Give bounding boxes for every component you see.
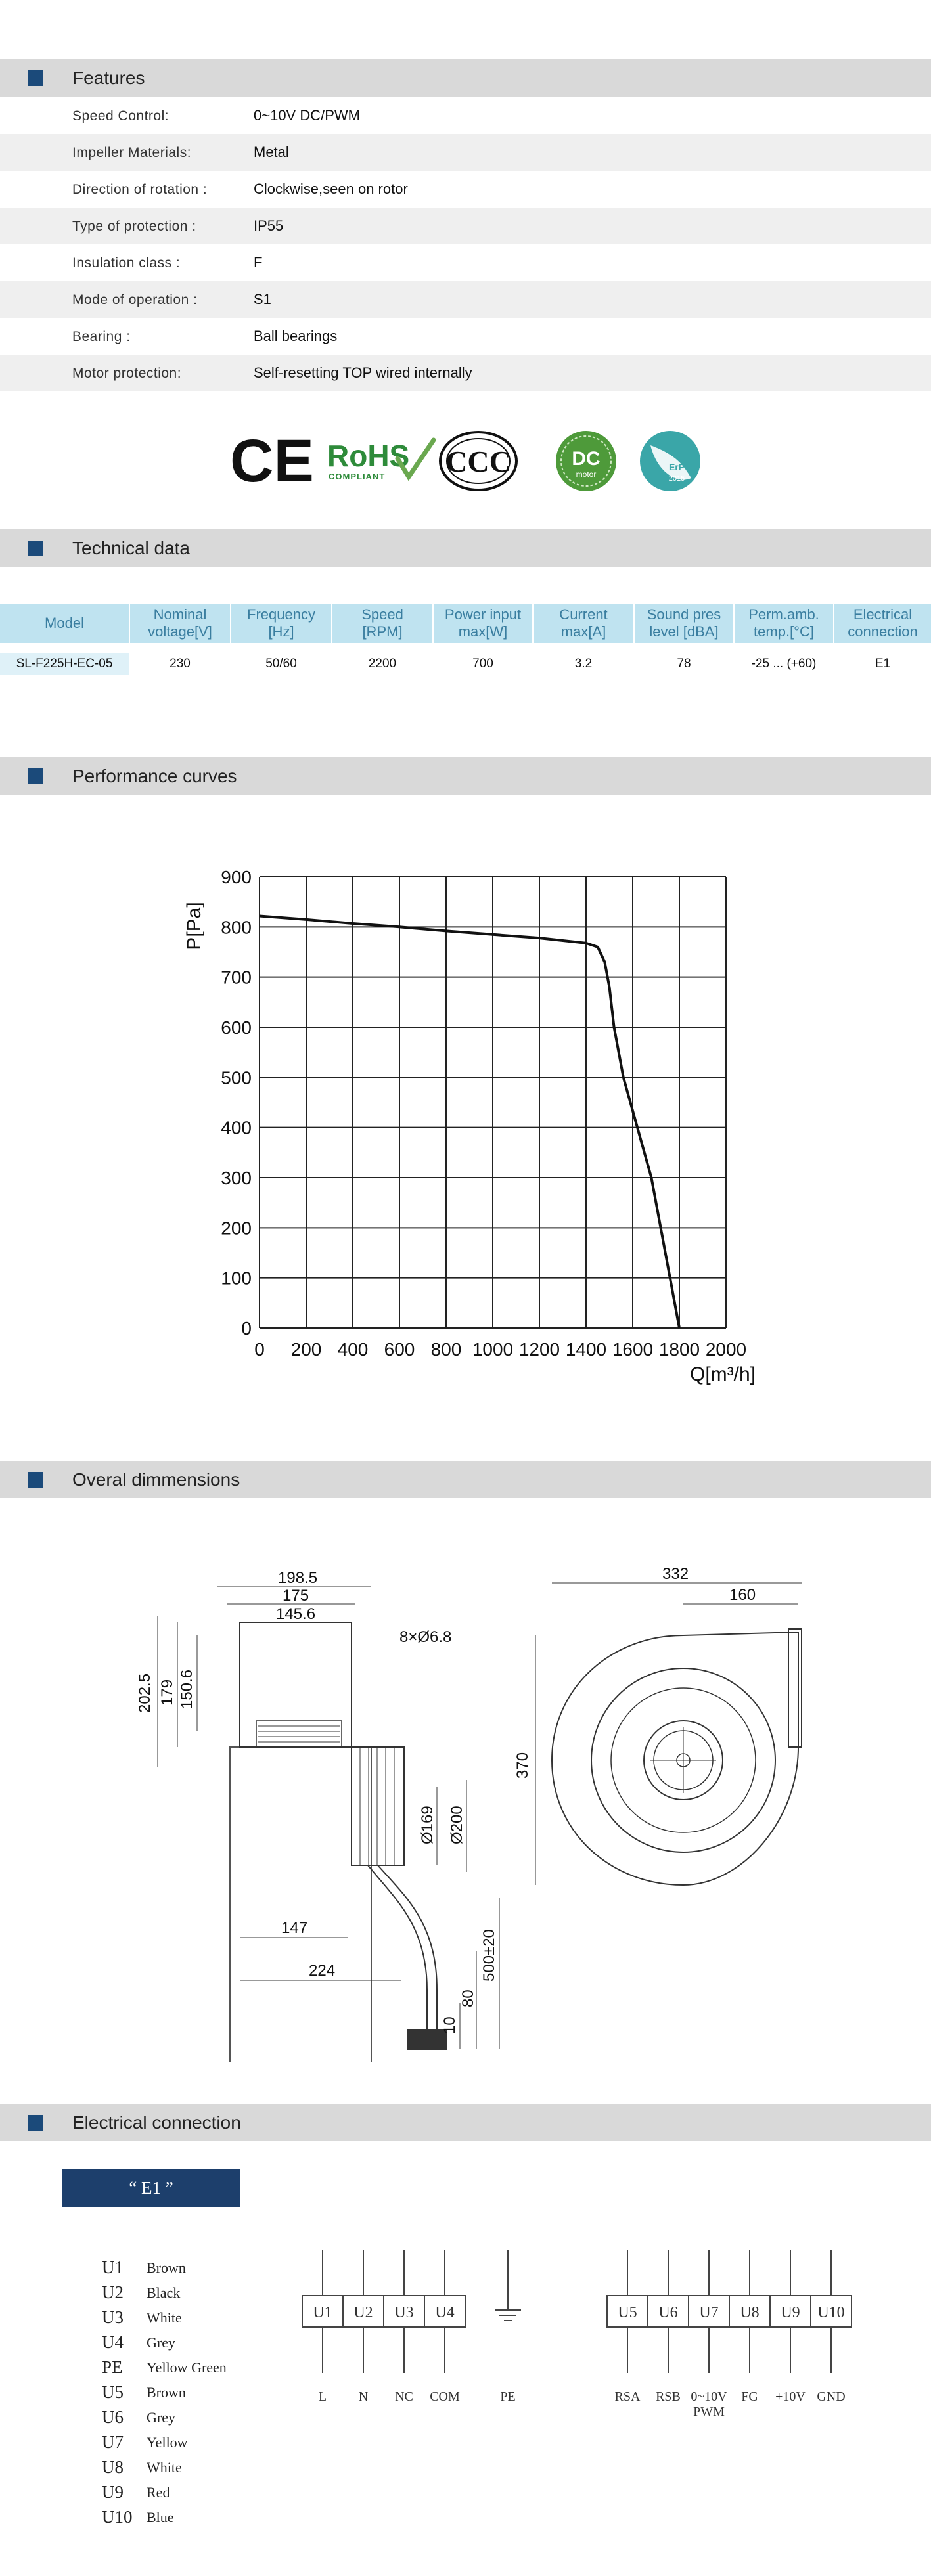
feature-value: F bbox=[254, 254, 263, 271]
svg-text:ErP: ErP bbox=[668, 462, 685, 472]
table-header-cell: Electrical connection bbox=[834, 604, 931, 643]
section-marker bbox=[28, 2115, 43, 2131]
terminal-label: U3 bbox=[394, 2304, 414, 2321]
signal-label: +10V bbox=[775, 2389, 806, 2404]
wire-color: Blue bbox=[147, 2509, 174, 2525]
terminal-label: U7 bbox=[699, 2304, 719, 2321]
table-cell-model: SL-F225H-EC-05 bbox=[0, 653, 129, 675]
terminal-label: U1 bbox=[313, 2304, 332, 2321]
signal-label: L bbox=[318, 2389, 327, 2404]
signal-label: COM bbox=[430, 2389, 460, 2404]
svg-text:DC: DC bbox=[572, 448, 601, 470]
ce-mark-logo bbox=[230, 428, 314, 495]
dim-label: 145.6 bbox=[276, 1605, 316, 1623]
chart-grid bbox=[260, 877, 726, 1328]
table-cell: 50/60 bbox=[265, 657, 297, 671]
section-marker bbox=[28, 541, 43, 556]
wire-color: Yellow Green bbox=[147, 2359, 227, 2376]
dim-label: 160 bbox=[729, 1586, 756, 1604]
y-tick-label: 400 bbox=[221, 1117, 252, 1138]
section-marker bbox=[28, 1472, 43, 1488]
table-header-cell: Power input max[W] bbox=[434, 604, 532, 643]
feature-row bbox=[0, 281, 931, 318]
wire-code: U9 bbox=[102, 2482, 124, 2502]
dimension-drawing bbox=[0, 1530, 931, 2062]
table-header-cell: Perm.amb. temp.[°C] bbox=[735, 604, 833, 643]
table-cell: -25 ... (+60) bbox=[751, 657, 817, 671]
chart-y-axis-label: P[Pa] bbox=[183, 902, 205, 950]
table-header-cell: Frequency [Hz] bbox=[231, 604, 331, 643]
signal-label: GND bbox=[817, 2389, 846, 2404]
x-tick-label: 1200 bbox=[518, 1339, 560, 1360]
y-tick-label: 200 bbox=[221, 1218, 252, 1239]
y-tick-label: 700 bbox=[221, 967, 252, 988]
feature-row bbox=[0, 134, 931, 171]
x-tick-label: 1800 bbox=[658, 1339, 700, 1360]
wire-list-item bbox=[102, 2457, 299, 2481]
feature-row bbox=[0, 318, 931, 355]
svg-text:motor: motor bbox=[576, 470, 597, 479]
y-tick-label: 300 bbox=[221, 1168, 252, 1188]
section-title: Features bbox=[72, 68, 145, 88]
terminal-label: U2 bbox=[353, 2304, 373, 2321]
connection-type-label: “ E1 ” bbox=[62, 2169, 240, 2207]
terminal-label: U8 bbox=[740, 2304, 760, 2321]
feature-value: Metal bbox=[254, 144, 289, 160]
x-tick-label: 1600 bbox=[612, 1339, 654, 1360]
feature-row bbox=[0, 97, 931, 134]
dim-label: Ø169 bbox=[419, 1806, 436, 1844]
wire-color: Grey bbox=[147, 2334, 175, 2351]
features-section-header bbox=[0, 59, 931, 97]
dim-label: 202.5 bbox=[136, 1673, 154, 1713]
feature-label: Impeller Materials: bbox=[72, 145, 192, 160]
feature-label: Bearing : bbox=[72, 329, 131, 344]
wire-color: White bbox=[147, 2459, 182, 2476]
table-header-cell: Nominal voltage[V] bbox=[130, 604, 230, 643]
section-title: Technical data bbox=[72, 538, 191, 558]
terminal-label: U4 bbox=[435, 2304, 455, 2321]
wire-list-item bbox=[102, 2482, 299, 2506]
signal-label: NC bbox=[395, 2389, 413, 2404]
dim-label: 8×Ø6.8 bbox=[399, 1628, 452, 1646]
wire-color: Red bbox=[147, 2484, 170, 2500]
signal-label: N bbox=[358, 2389, 369, 2404]
dim-label: 179 bbox=[158, 1679, 176, 1706]
wire-color: Yellow bbox=[147, 2434, 188, 2451]
feature-label: Type of protection : bbox=[72, 219, 196, 234]
dimensions-section-header bbox=[0, 1461, 931, 1498]
svg-text:COMPLIANT: COMPLIANT bbox=[329, 472, 386, 481]
signal-label: RSA bbox=[614, 2389, 641, 2404]
y-tick-label: 800 bbox=[221, 917, 252, 938]
svg-text:CCC: CCC bbox=[445, 445, 511, 478]
y-tick-label: 900 bbox=[221, 867, 252, 887]
technical-section-header bbox=[0, 529, 931, 567]
wiring-diagram bbox=[0, 2233, 931, 2424]
signal-label: 0~10V bbox=[691, 2389, 727, 2404]
section-title: Overal dimmensions bbox=[72, 1469, 240, 1490]
svg-text:RoHS: RoHS bbox=[327, 439, 410, 473]
x-tick-label: 400 bbox=[337, 1339, 369, 1360]
feature-row bbox=[0, 355, 931, 391]
dim-label: 80 bbox=[459, 1989, 477, 2007]
wire-code: PE bbox=[102, 2357, 123, 2377]
wire-color: White bbox=[147, 2309, 182, 2326]
x-tick-label: 1000 bbox=[472, 1339, 514, 1360]
electrical-section-header bbox=[0, 2104, 931, 2141]
signal-sublabel: PWM bbox=[693, 2405, 725, 2419]
y-tick-label: 500 bbox=[221, 1067, 252, 1088]
y-tick-label: 0 bbox=[241, 1318, 252, 1339]
x-tick-label: 200 bbox=[290, 1339, 322, 1360]
dim-label: 147 bbox=[281, 1919, 308, 1937]
rohs-logo bbox=[327, 439, 434, 481]
feature-label: Insulation class : bbox=[72, 255, 181, 271]
ccc-logo bbox=[440, 432, 516, 490]
wire-code: U1 bbox=[102, 2257, 124, 2277]
dim-label: 175 bbox=[283, 1587, 309, 1605]
feature-row bbox=[0, 171, 931, 208]
signal-label: FG bbox=[741, 2389, 758, 2404]
feature-label: Speed Control: bbox=[72, 108, 170, 123]
feature-label: Mode of operation : bbox=[72, 292, 198, 307]
certification-logos bbox=[223, 426, 710, 498]
table-cell: 700 bbox=[472, 657, 493, 671]
erp-logo bbox=[640, 431, 700, 491]
terminal-label: U5 bbox=[618, 2304, 637, 2321]
section-marker bbox=[28, 70, 43, 86]
table-header-cell: Current max[A] bbox=[534, 604, 633, 643]
wire-code: U4 bbox=[102, 2332, 124, 2352]
dim-label: 224 bbox=[309, 1962, 336, 1980]
wire-code: U8 bbox=[102, 2457, 124, 2477]
table-cell: E1 bbox=[874, 657, 891, 671]
terminal-label: U10 bbox=[817, 2304, 845, 2321]
x-tick-label: 600 bbox=[384, 1339, 415, 1360]
feature-value: Ball bearings bbox=[254, 328, 338, 344]
section-marker bbox=[28, 768, 43, 784]
feature-label: Motor protection: bbox=[72, 366, 182, 381]
feature-value: Self-resetting TOP wired internally bbox=[254, 365, 472, 381]
dim-label: 10 bbox=[441, 2016, 459, 2034]
table-header-cell: Speed [RPM] bbox=[332, 604, 432, 643]
wire-color: Grey bbox=[147, 2409, 175, 2426]
feature-row bbox=[0, 244, 931, 281]
signal-label: RSB bbox=[656, 2389, 681, 2404]
wire-code: U7 bbox=[102, 2432, 124, 2452]
svg-text:CE: CE bbox=[230, 428, 314, 495]
svg-text:2015: 2015 bbox=[668, 475, 685, 483]
wire-color: Brown bbox=[147, 2384, 186, 2401]
feature-value: Clockwise,seen on rotor bbox=[254, 181, 408, 197]
table-cell: 3.2 bbox=[574, 657, 593, 671]
section-title: Electrical connection bbox=[72, 2112, 241, 2133]
signal-label: PE bbox=[500, 2389, 516, 2404]
wire-code: U6 bbox=[102, 2407, 124, 2427]
wire-code: U3 bbox=[102, 2307, 124, 2327]
table-header-cell: Sound pres level [dBA] bbox=[635, 604, 733, 643]
performance-chart bbox=[0, 847, 931, 1406]
feature-row bbox=[0, 208, 931, 244]
dim-label: 332 bbox=[662, 1565, 689, 1583]
y-tick-label: 100 bbox=[221, 1268, 252, 1289]
dim-label: 198.5 bbox=[278, 1569, 318, 1587]
performance-section-header bbox=[0, 757, 931, 795]
dim-label: 370 bbox=[514, 1752, 532, 1779]
terminal-label: U6 bbox=[658, 2304, 678, 2321]
x-tick-label: 1400 bbox=[565, 1339, 607, 1360]
chart-x-axis-label: Q[m³/h] bbox=[690, 1364, 756, 1385]
wire-code: U5 bbox=[102, 2382, 124, 2402]
feature-value: 0~10V DC/PWM bbox=[254, 107, 360, 123]
x-tick-label: 2000 bbox=[705, 1339, 747, 1360]
table-header-cell: Model bbox=[0, 604, 129, 643]
table-cell: 2200 bbox=[368, 657, 397, 671]
feature-label: Direction of rotation : bbox=[72, 182, 208, 197]
chart-ticks bbox=[221, 867, 746, 1360]
wire-code: U10 bbox=[102, 2507, 133, 2527]
wire-code: U2 bbox=[102, 2282, 124, 2302]
y-tick-label: 600 bbox=[221, 1017, 252, 1038]
feature-value: IP55 bbox=[254, 217, 284, 234]
side-view-drawing bbox=[535, 1583, 802, 1885]
wire-list-item bbox=[102, 2507, 299, 2531]
dim-label: 150.6 bbox=[178, 1669, 196, 1709]
dim-label: 500±20 bbox=[480, 1929, 498, 1982]
dc-motor-logo bbox=[556, 431, 616, 491]
x-tick-label: 800 bbox=[430, 1339, 462, 1360]
table-cell: 230 bbox=[170, 657, 191, 671]
x-tick-label: 0 bbox=[254, 1339, 265, 1360]
wire-list-item bbox=[102, 2432, 299, 2456]
dim-label: Ø200 bbox=[448, 1806, 466, 1844]
wire-color: Brown bbox=[147, 2259, 186, 2276]
table-cell: 78 bbox=[677, 657, 691, 671]
feature-value: S1 bbox=[254, 291, 271, 307]
section-title: Performance curves bbox=[72, 766, 237, 786]
wire-color: Black bbox=[147, 2284, 181, 2301]
terminal-label: U9 bbox=[781, 2304, 800, 2321]
